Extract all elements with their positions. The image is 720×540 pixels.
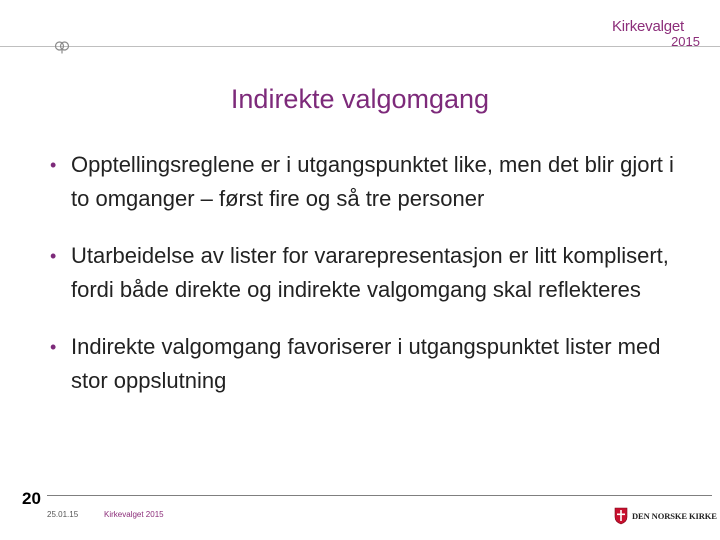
bullet-item [50,239,690,307]
page-number: 20 [22,489,41,508]
logo-year: 2015 [671,34,700,49]
church-shield-icon [614,507,628,525]
bullet-item [50,330,690,398]
bullet-text: Utarbeidelse av lister for vararepresentasjon er litt komplisert, fordi både direkte og indirekte valgomgang skal reflekteres [71,243,669,302]
bullet-marker: • [50,246,57,266]
slide-title: Indirekte valgomgang [230,84,490,114]
bullet-text: Opptellingsreglene er i utgangspunktet like, men det blir gjort i to omganger – først fire og så tre personer [71,152,674,211]
den-norske-kirke-logo [614,506,717,528]
bullet-marker: • [50,155,57,175]
org-logo-text: DEN NORSKE KIRKE [632,511,717,521]
logo-word: Kirkevalget [612,18,685,35]
footer-date: 25.01.15 [47,510,79,519]
bullet-list [50,148,690,421]
footer-event: Kirkevalget 2015 [104,510,164,519]
footer-divider [47,495,712,496]
bullet-item [50,148,690,216]
kirkevalget-logo [612,18,708,52]
knot-icon [54,40,70,54]
bullet-text: Indirekte valgomgang favoriserer i utgangspunktet lister med stor oppslutning [71,334,661,393]
bullet-marker: • [50,337,57,357]
